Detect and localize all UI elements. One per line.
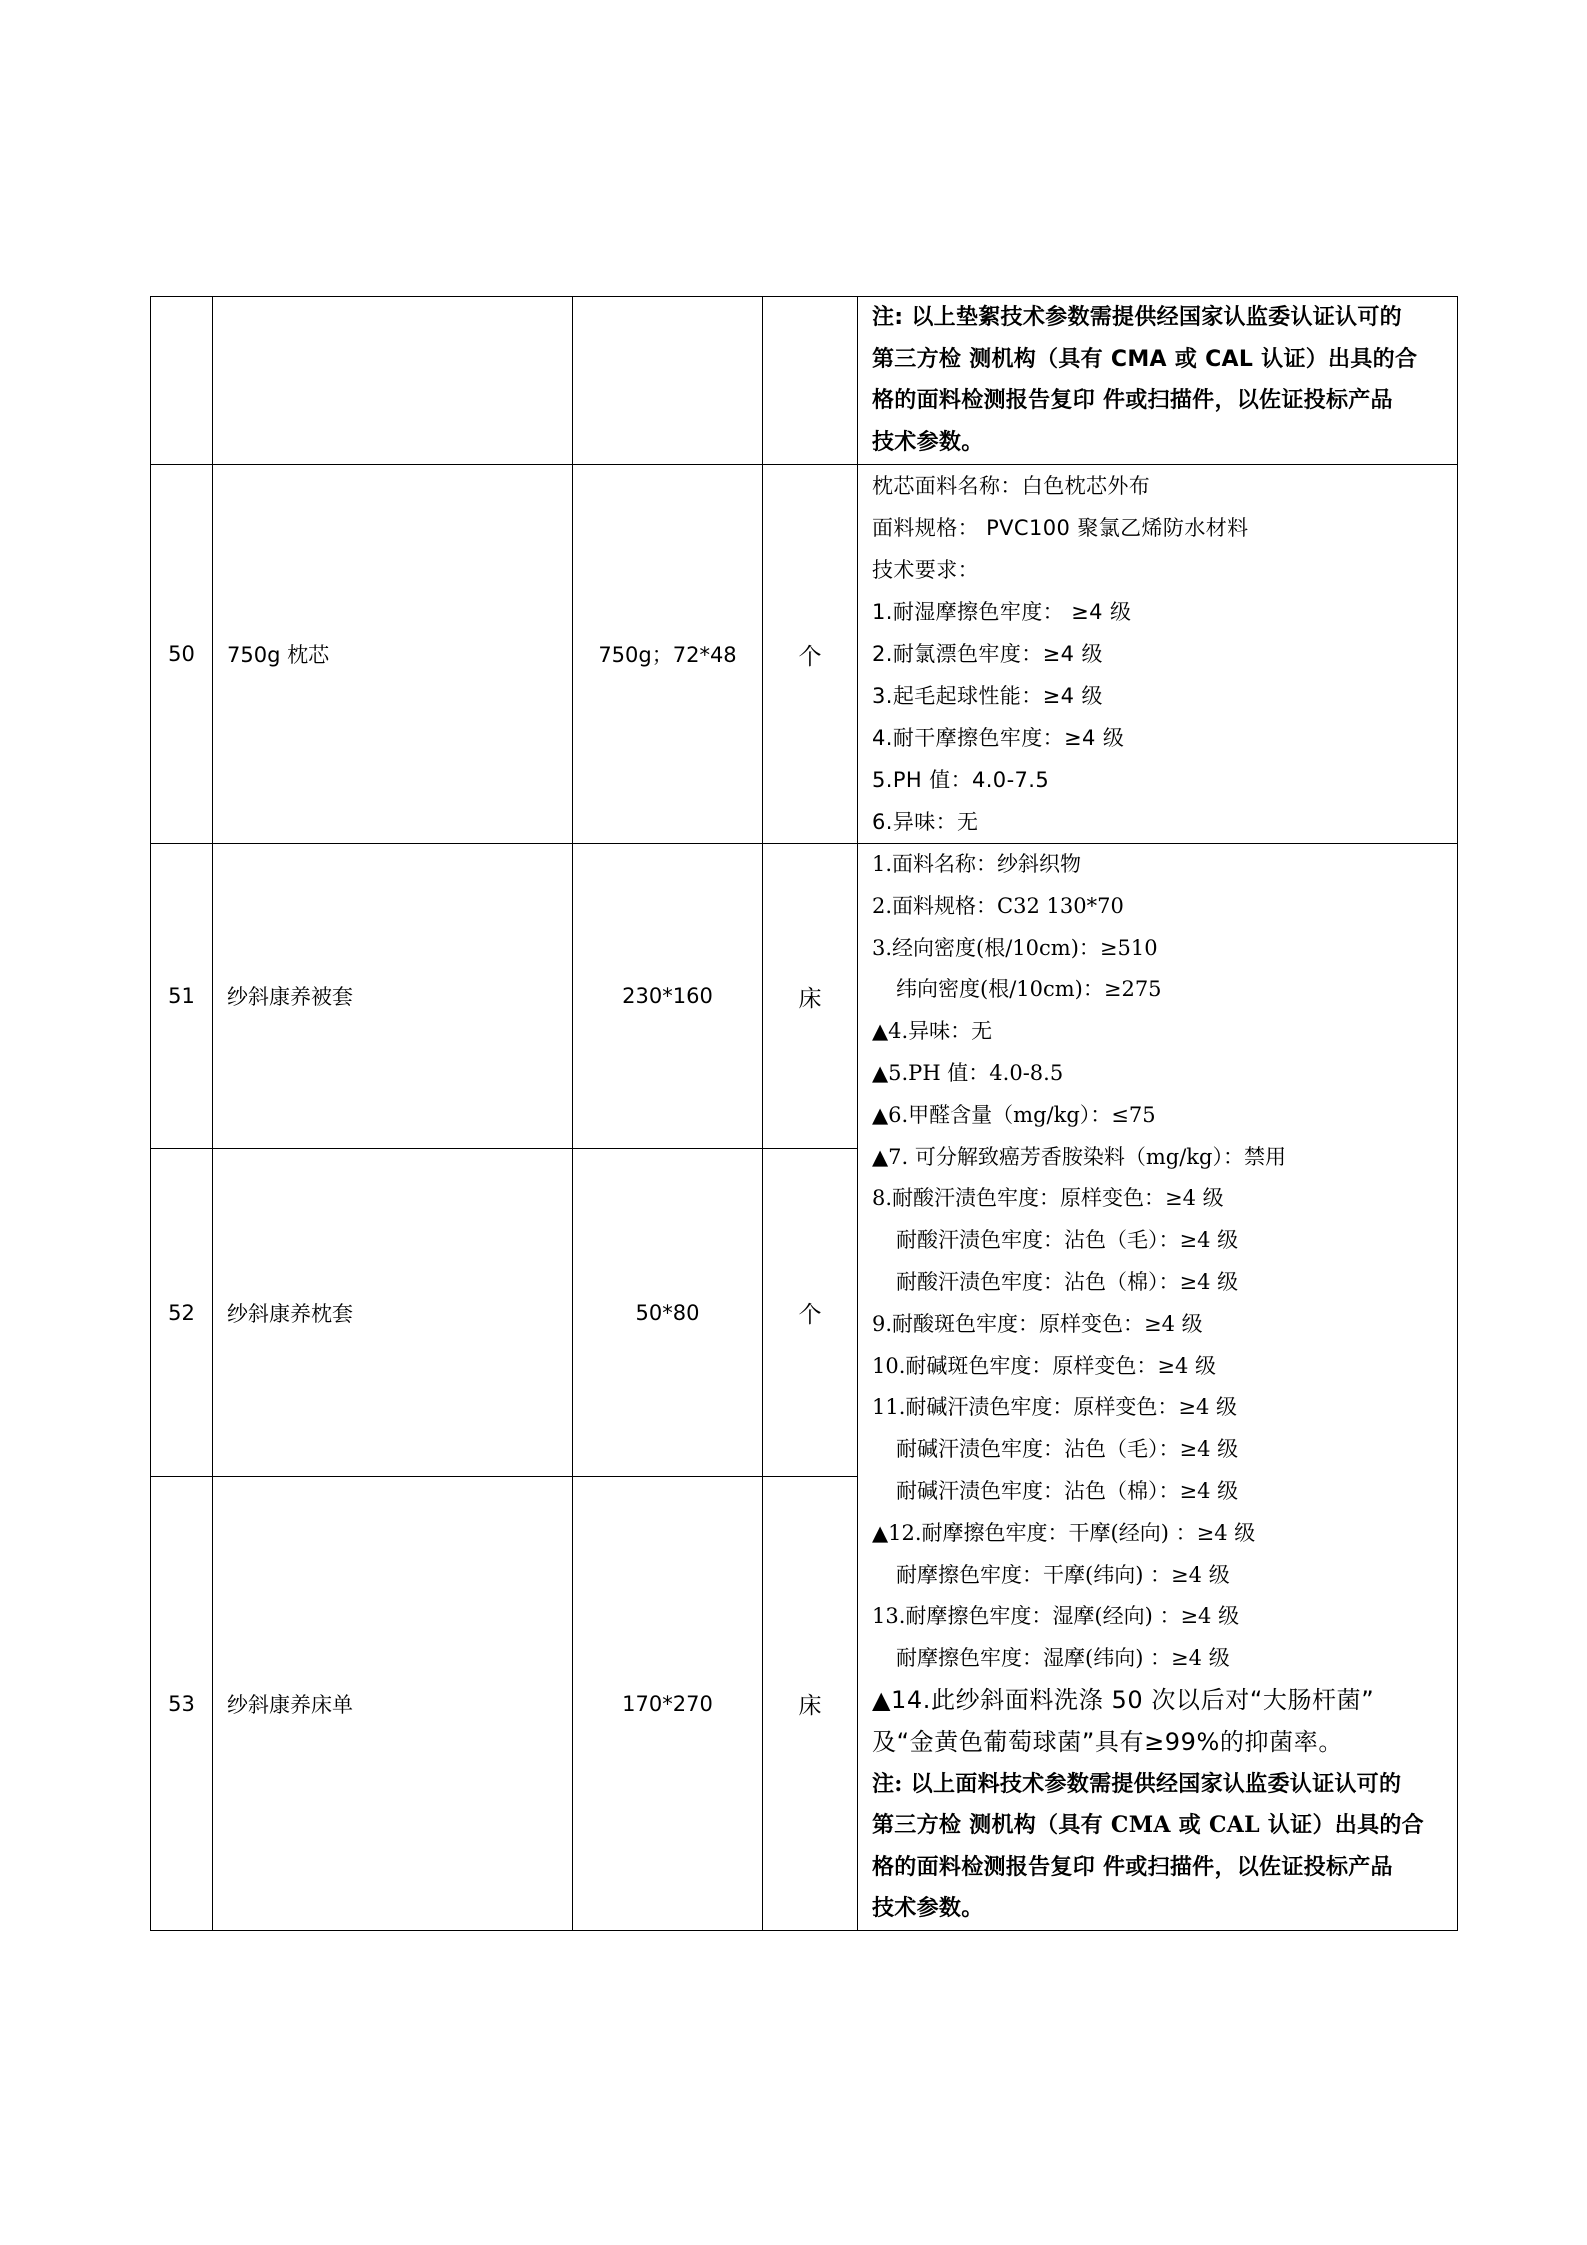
table-row — [151, 297, 1458, 465]
note-line: 技术参数。 — [872, 429, 984, 455]
req-line: 3.起毛起球性能：≥4 级 — [872, 684, 1103, 708]
item-number: 53 — [151, 1477, 213, 1931]
req-line: 2.耐氯漂色牢度：≥4 级 — [872, 642, 1103, 666]
req-line: 技术要求： — [872, 558, 979, 582]
req-line: ▲14.此纱斜面料洗涤 50 次以后对“大肠杆菌” — [872, 1685, 1375, 1714]
req-line: ▲7. 可分解致癌芳香胺染料（mg/kg）：禁用 — [872, 1144, 1286, 1169]
req-line: ▲5.PH 值：4.0-8.5 — [872, 1060, 1064, 1085]
item-unit-cell — [763, 297, 858, 465]
item-spec: 170*270 — [573, 1477, 763, 1931]
item-spec: 230*160 — [573, 844, 763, 1149]
req-line: 5.PH 值：4.0-7.5 — [872, 768, 1050, 792]
req-line: 2.面料规格：C32 130*70 — [872, 893, 1124, 918]
req-line: 耐摩擦色牢度：湿摩(纬向) ：≥4 级 — [896, 1646, 1230, 1671]
item-name: 纱斜康养枕套 — [213, 1149, 573, 1477]
item-unit: 床 — [763, 1477, 858, 1931]
req-line: 11.耐碱汗渍色牢度：原样变色：≥4 级 — [872, 1395, 1238, 1420]
certification-note — [872, 1764, 1445, 1930]
item-name: 纱斜康养床单 — [213, 1477, 573, 1931]
item-unit: 个 — [763, 465, 858, 844]
req-line: 10.耐碱斑色牢度：原样变色：≥4 级 — [872, 1353, 1217, 1378]
spec-table — [150, 296, 1458, 1931]
req-line: 8.耐酸汗渍色牢度：原样变色：≥4 级 — [872, 1186, 1224, 1211]
req-line: 1.面料名称：纱斜织物 — [872, 852, 1082, 876]
item-spec: 50*80 — [573, 1149, 763, 1477]
req-line: 耐酸汗渍色牢度：沾色（毛）：≥4 级 — [896, 1228, 1239, 1253]
note-line: 格的面料检测报告复印 件或扫描件，以佐证投标产品 — [872, 1853, 1393, 1880]
item-name-cell — [213, 297, 573, 465]
note-line: 技术参数。 — [872, 1895, 984, 1922]
requirements-cell — [858, 297, 1458, 465]
req-line: 纬向密度(根/10cm)：≥275 — [896, 977, 1162, 1002]
item-number: 51 — [151, 844, 213, 1149]
req-line: 耐摩擦色牢度：干摩(纬向) ：≥4 级 — [896, 1562, 1230, 1587]
item-number: 52 — [151, 1149, 213, 1477]
item-name: 纱斜康养被套 — [213, 844, 573, 1149]
table-row — [151, 844, 1458, 1149]
requirements-cell — [858, 465, 1458, 844]
item-number: 50 — [151, 465, 213, 844]
item-unit: 个 — [763, 1149, 858, 1477]
req-line: 耐酸汗渍色牢度：沾色（棉）：≥4 级 — [896, 1269, 1239, 1294]
item-spec-cell — [573, 297, 763, 465]
req-line: 1.耐湿摩擦色牢度： ≥4 级 — [872, 600, 1132, 624]
req-line: 9.耐酸斑色牢度：原样变色：≥4 级 — [872, 1311, 1203, 1336]
req-line: 面料规格： PVC100 聚氯乙烯防水材料 — [872, 516, 1249, 540]
note-line: 注: 以上面料技术参数需提供经国家认监委认证认可的 — [872, 1770, 1402, 1797]
note-line: 注: 以上垫絮技术参数需提供经国家认监委认证认可的 — [872, 305, 1402, 330]
note-line: 第三方检 测机构（具有 CMA 或 CAL 认证）出具的合 — [872, 1812, 1424, 1839]
req-line: 4.耐干摩擦色牢度：≥4 级 — [872, 726, 1125, 750]
req-line: 6.异味：无 — [872, 810, 979, 834]
req-line: 3.经向密度(根/10cm)：≥510 — [872, 935, 1158, 960]
req-line: ▲12.耐摩擦色牢度：干摩(经向) ：≥4 级 — [872, 1520, 1256, 1545]
item-number-cell — [151, 297, 213, 465]
req-line: 耐碱汗渍色牢度：沾色（棉）：≥4 级 — [896, 1478, 1239, 1503]
note-line: 格的面料检测报告复印 件或扫描件，以佐证投标产品 — [872, 388, 1393, 413]
item-name: 750g 枕芯 — [213, 465, 573, 844]
note-line: 第三方检 测机构（具有 CMA 或 CAL 认证）出具的合 — [872, 346, 1418, 372]
req-line: 13.耐摩擦色牢度：湿摩(经向) ：≥4 级 — [872, 1604, 1240, 1629]
table-row — [151, 465, 1458, 844]
item-unit: 床 — [763, 844, 858, 1149]
req-line: 及“金黄色葡萄球菌”具有≥99%的抑菌率。 — [872, 1727, 1343, 1756]
req-line: 耐碱汗渍色牢度：沾色（毛）：≥4 级 — [896, 1437, 1239, 1462]
shared-requirements-cell — [858, 844, 1458, 1931]
req-line: 枕芯面料名称：白色枕芯外布 — [872, 474, 1151, 498]
req-line: ▲6.甲醛含量（mg/kg）：≤75 — [872, 1102, 1156, 1127]
item-spec: 750g；72*48 — [573, 465, 763, 844]
req-line: ▲4.异味：无 — [872, 1019, 993, 1044]
certification-note — [872, 297, 1445, 463]
